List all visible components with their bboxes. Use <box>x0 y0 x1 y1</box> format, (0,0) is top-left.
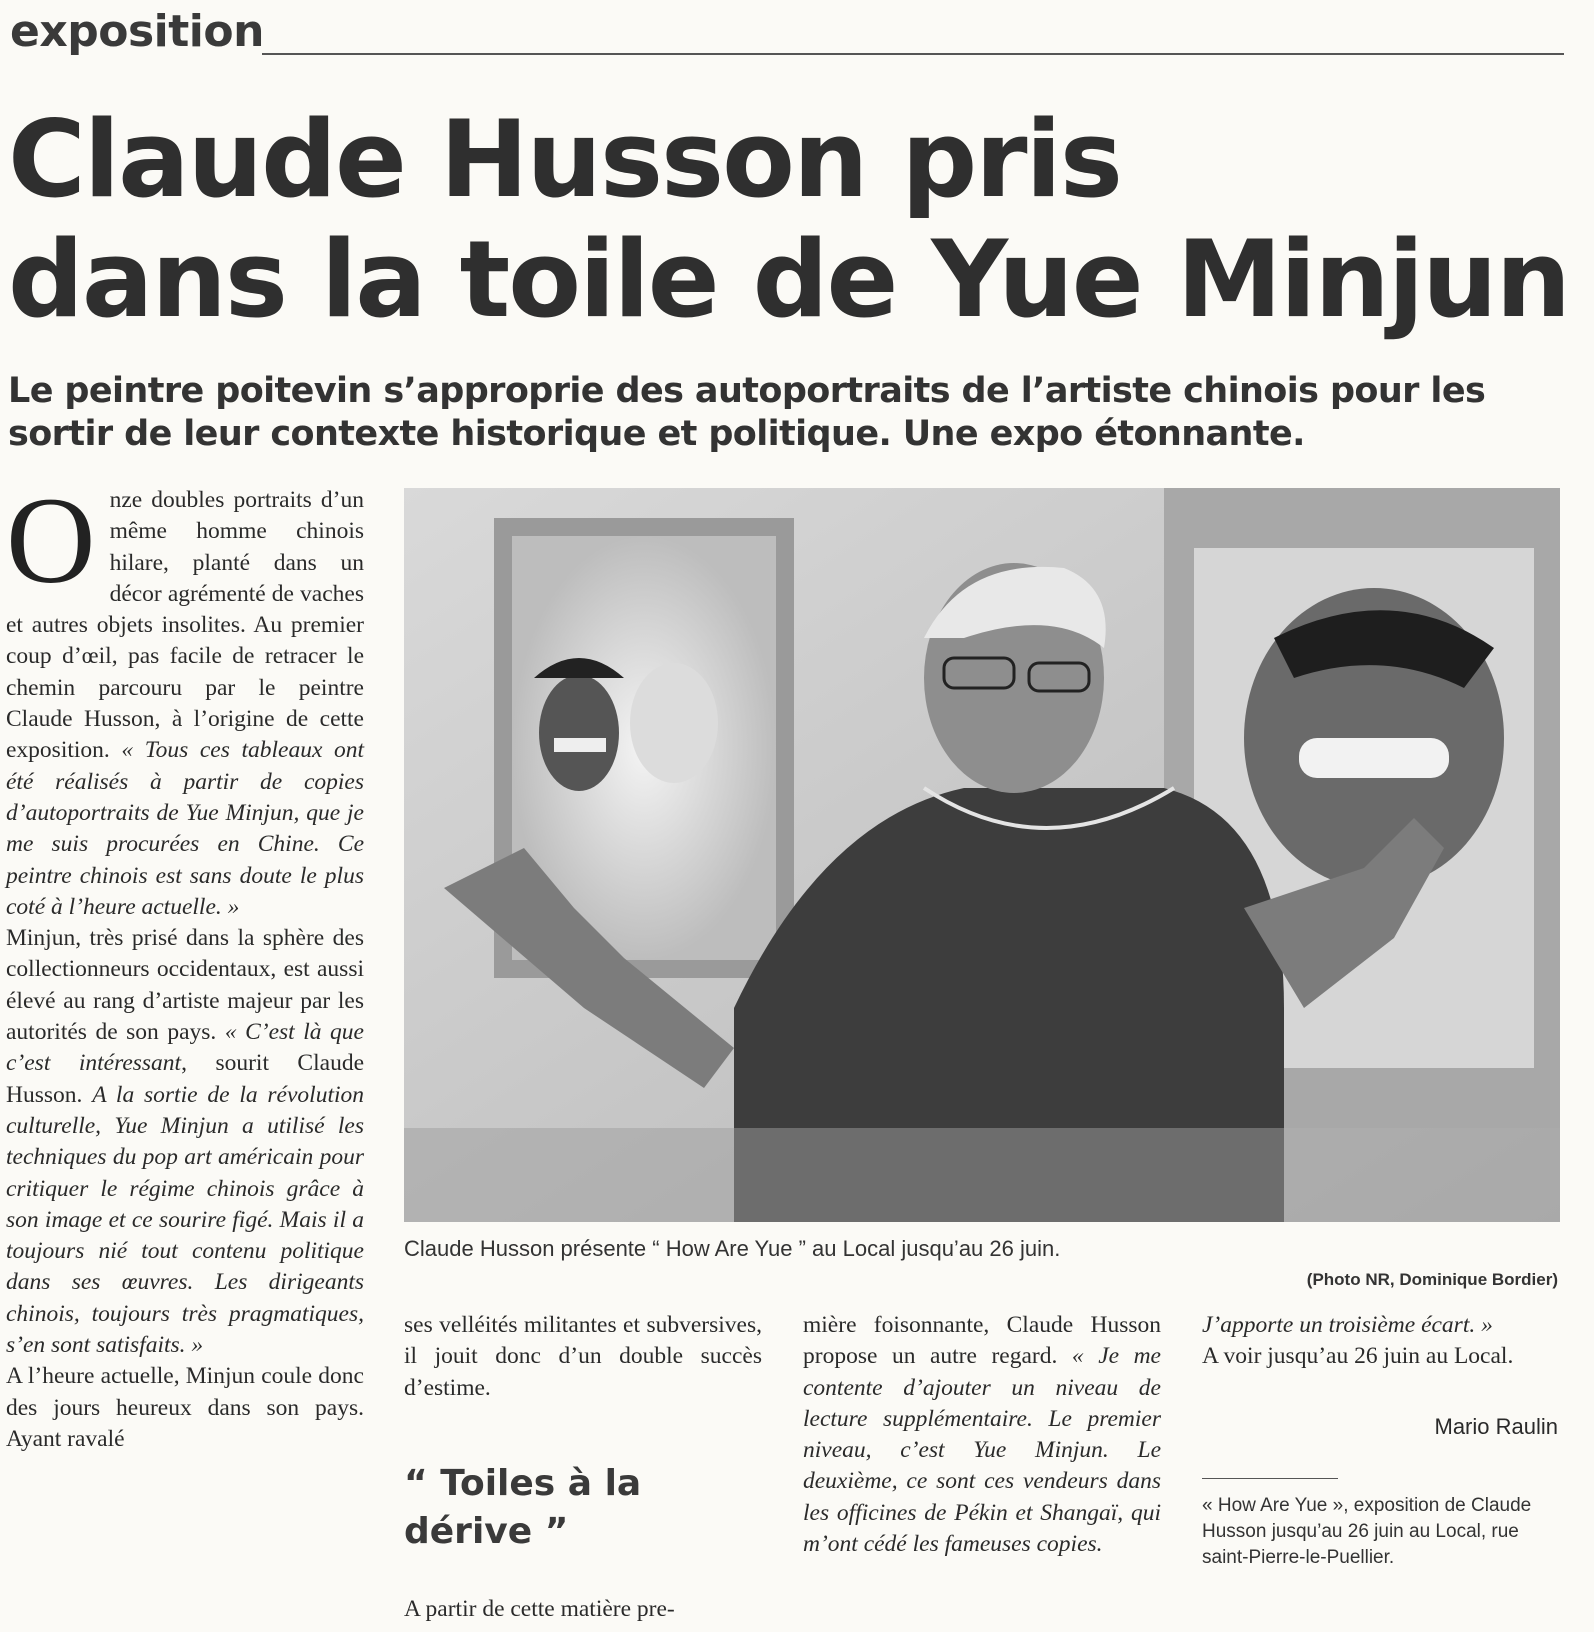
drop-cap: O <box>6 472 96 609</box>
paragraph-2-mid: , sourit Claude Husson. <box>6 1050 364 1108</box>
infobox: « How Are Yue », exposition de Claude Husson jusqu’au 26 juin au Local, rue saint-Pierre-le-Puellier. <box>1202 1494 1532 1568</box>
paragraph-4-quote: « Je me contente d’ajouter un niveau de lecture supplémentaire. Le premier niveau, c’est Yue Minjun. Le deuxième, ce sont ces vendeurs dans les officines de Pékin et Shangaï, qui m’ont cédé les fameuses copies. <box>803 1343 1161 1558</box>
paragraph-2 <box>6 923 364 1361</box>
paragraph-3-start: A l’heure actuelle, Minjun coule donc des jours heureux dans son pays. Ayant ravalé <box>6 1363 364 1452</box>
paragraph-2-text: Minjun, très prisé dans la sphère des collectionneurs occidentaux, est aussi élevé au rang d’artiste majeur par les autorités de son pays. <box>6 925 364 1046</box>
paragraph-4-text: mière foisonnante, Claude Husson propose un autre regard. <box>803 1312 1161 1370</box>
paragraph-4-start: A partir de cette matière pre- <box>404 1595 675 1622</box>
article-column-3 <box>803 1310 1161 1560</box>
paragraph-1-text: nze doubles portraits d’un même homme chinois hilare, planté dans un décor agrémenté de vaches et autres objets insolites. Au premier coup d’œil, pas facile de retracer le chemin parcouru par le peintre Claude Husson, à l’origine de cette exposition. <box>6 487 364 764</box>
article-column-4 <box>1202 1310 1558 1571</box>
paragraph-1 <box>6 472 365 923</box>
article-photo <box>404 488 1560 1222</box>
paragraph-3-end: ses velléités militantes et subversives, il jouit donc d’un double succès d’estime. <box>404 1312 762 1401</box>
paragraph-2-quote-b: A la sortie de la révolution culturelle, Yue Minjun a utilisé les techniques du pop art américain pour critiquer le régime chinois grâce à son image et ce sourire figé. Mais il a toujours nié tout contenu politique dans ses œuvres. Les dirigeants chinois, toujours très pragmatiques, s’en sont satisfaits. » <box>6 1081 365 1359</box>
paragraph-5: A voir jusqu’au 26 juin au Local. <box>1202 1343 1514 1370</box>
paragraph-4-middle <box>803 1310 1161 1560</box>
rubric-rule <box>262 53 1564 55</box>
paragraph-4-end <box>1202 1310 1558 1341</box>
paragraph-4-quote-end: J’apporte un troisième écart. » <box>1202 1312 1493 1338</box>
headline-line-1: Claude Husson pris <box>8 98 1121 221</box>
headline <box>8 100 1569 340</box>
painting-left-face-2 <box>630 663 718 783</box>
paragraph-1-quote: « Tous ces tableaux ont été réalisés à partir de copies d’autoportraits de Yue Minjun, que je me suis procurées en Chine. Ce peintre chinois est sans doute le plus coté à l’heure actuelle. » <box>6 737 365 920</box>
painting-left-face-1 <box>539 675 619 791</box>
section-rubric: exposition <box>10 6 264 57</box>
article-column-1 <box>6 472 365 1455</box>
deck: Le peintre poitevin s’approprie des autoportraits de l’artiste chinois pour les sortir de leur contexte historique et politique. Une expo étonnante. <box>8 371 1486 454</box>
subhead: “ Toiles à la dérive ” <box>404 1462 642 1552</box>
infobox-rule <box>1202 1478 1338 1479</box>
photo-caption: Claude Husson présente “ How Are Yue ” au Local jusqu’au 26 juin. <box>404 1236 1061 1261</box>
article-column-2 <box>404 1310 762 1625</box>
author-byline: Mario Raulin <box>1434 1413 1558 1439</box>
headline-line-2: dans la toile de Yue Minjun <box>8 218 1570 341</box>
photo-illustration <box>404 488 1560 1222</box>
photo-credit: (Photo NR, Dominique Bordier) <box>1306 1270 1558 1289</box>
paragraph-2-quote-a: « C’est là que c’est intéressant <box>6 1019 364 1077</box>
